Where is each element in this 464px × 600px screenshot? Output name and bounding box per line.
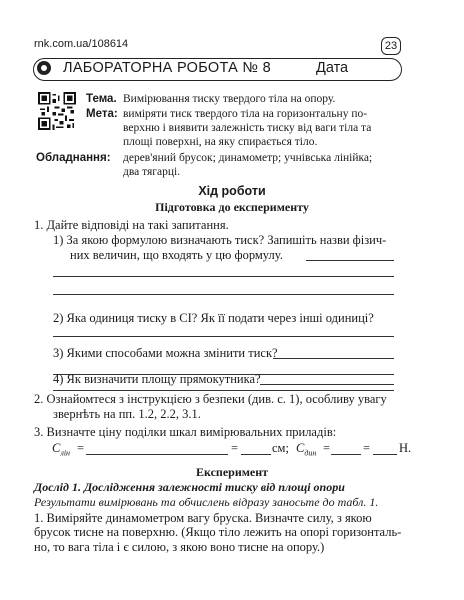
- procedure-heading: Хід роботи: [198, 184, 266, 198]
- question-1: 1. Дайте відповіді на такі запитання.: [34, 218, 229, 232]
- question-1-3: 3) Якими способами можна змінити тиск?: [53, 346, 278, 360]
- question-1-1-line-2: них величин, що входять у цю формулу.: [70, 248, 283, 262]
- goal-line-1: виміряти тиск твердого тіла на горизонтальну по-: [123, 108, 368, 120]
- answer-line[interactable]: [53, 294, 394, 295]
- unit-newton: Н.: [399, 441, 412, 455]
- goal-label: Мета:: [86, 108, 118, 120]
- question-2-line-1: 2. Ознайомтеся з інструкцією з безпеки (див. с. 1), особливу увагу: [34, 392, 387, 406]
- topic-text: Вимірювання тиску твердого тіла на опору.: [123, 93, 336, 105]
- c-dyn-symbol: $C_{дин}$: [296, 441, 317, 458]
- date-label: Дата: [316, 60, 349, 76]
- study-1-heading: Дослід 1. Дослідження залежності тиску від площі опори: [34, 480, 345, 494]
- equals-sign: =: [363, 441, 371, 455]
- preparation-subheading: Підготовка до експерименту: [155, 200, 309, 214]
- answer-line[interactable]: [53, 390, 394, 391]
- answer-line[interactable]: [86, 454, 228, 455]
- answer-line[interactable]: [273, 358, 394, 359]
- question-2-line-2: звернѣть на пп. 1.2, 2.2, 3.1.: [53, 407, 201, 421]
- equals-sign: =: [77, 441, 85, 455]
- unit-cm: см;: [272, 441, 289, 455]
- topic-label: Тема.: [86, 93, 117, 105]
- answer-line[interactable]: [241, 454, 271, 455]
- question-1-2: 2) Яка одиниця тиску в СІ? Як її подати через інші одиниці?: [53, 311, 374, 325]
- results-note: Результати вимірювань та обчислень відразу заносьте до табл. 1.: [34, 495, 379, 509]
- equals-sign: =: [323, 441, 331, 455]
- answer-line[interactable]: [53, 336, 394, 337]
- answer-line[interactable]: [373, 454, 397, 455]
- answer-line[interactable]: [53, 276, 394, 277]
- experiment-heading: Експеримент: [195, 465, 269, 479]
- record-icon: [37, 61, 51, 75]
- goal-line-2: верхню і виявити залежність тиску від ваги тіла та: [123, 122, 372, 134]
- site-url[interactable]: rnk.com.ua/108614: [34, 38, 129, 50]
- equipment-line-1: дерев'яний брусок; динамометр; учнівська лінійка;: [123, 152, 373, 164]
- page-number-badge: 23: [381, 37, 401, 55]
- step-1-line-1: 1. Виміряйте динамометром вагу бруска. Визначте силу, з якою: [34, 511, 372, 525]
- question-1-1-line-1: 1) За якою формулою визначають тиск? Запишіть назви фізич-: [53, 233, 387, 247]
- question-1-4: 4) Як визначити площу прямокутника?: [53, 372, 261, 386]
- step-1-line-2: брусок тисне на поверхню. (Якщо тіло лежить на опорі горизонталь-: [34, 525, 402, 539]
- equals-sign: =: [231, 441, 239, 455]
- answer-line[interactable]: [260, 384, 394, 385]
- question-3: 3. Визначте ціну поділки шкал вимірювальних приладів:: [34, 425, 337, 439]
- equipment-label: Обладнання:: [36, 152, 111, 164]
- answer-line[interactable]: [306, 260, 394, 261]
- c-lin-symbol: $C_{лін}$: [52, 441, 71, 458]
- goal-line-3: площі поверхні, на яку спирається тіло.: [123, 136, 318, 148]
- qr-code-icon[interactable]: [38, 92, 76, 130]
- answer-line[interactable]: [331, 454, 361, 455]
- step-1-line-3: но, то вага тіла і є силою, з якою воно тисне на опору.): [34, 540, 325, 554]
- lab-title: ЛАБОРАТОРНА РОБОТА № 8: [63, 60, 271, 76]
- equipment-line-2: два тягарці.: [123, 166, 181, 178]
